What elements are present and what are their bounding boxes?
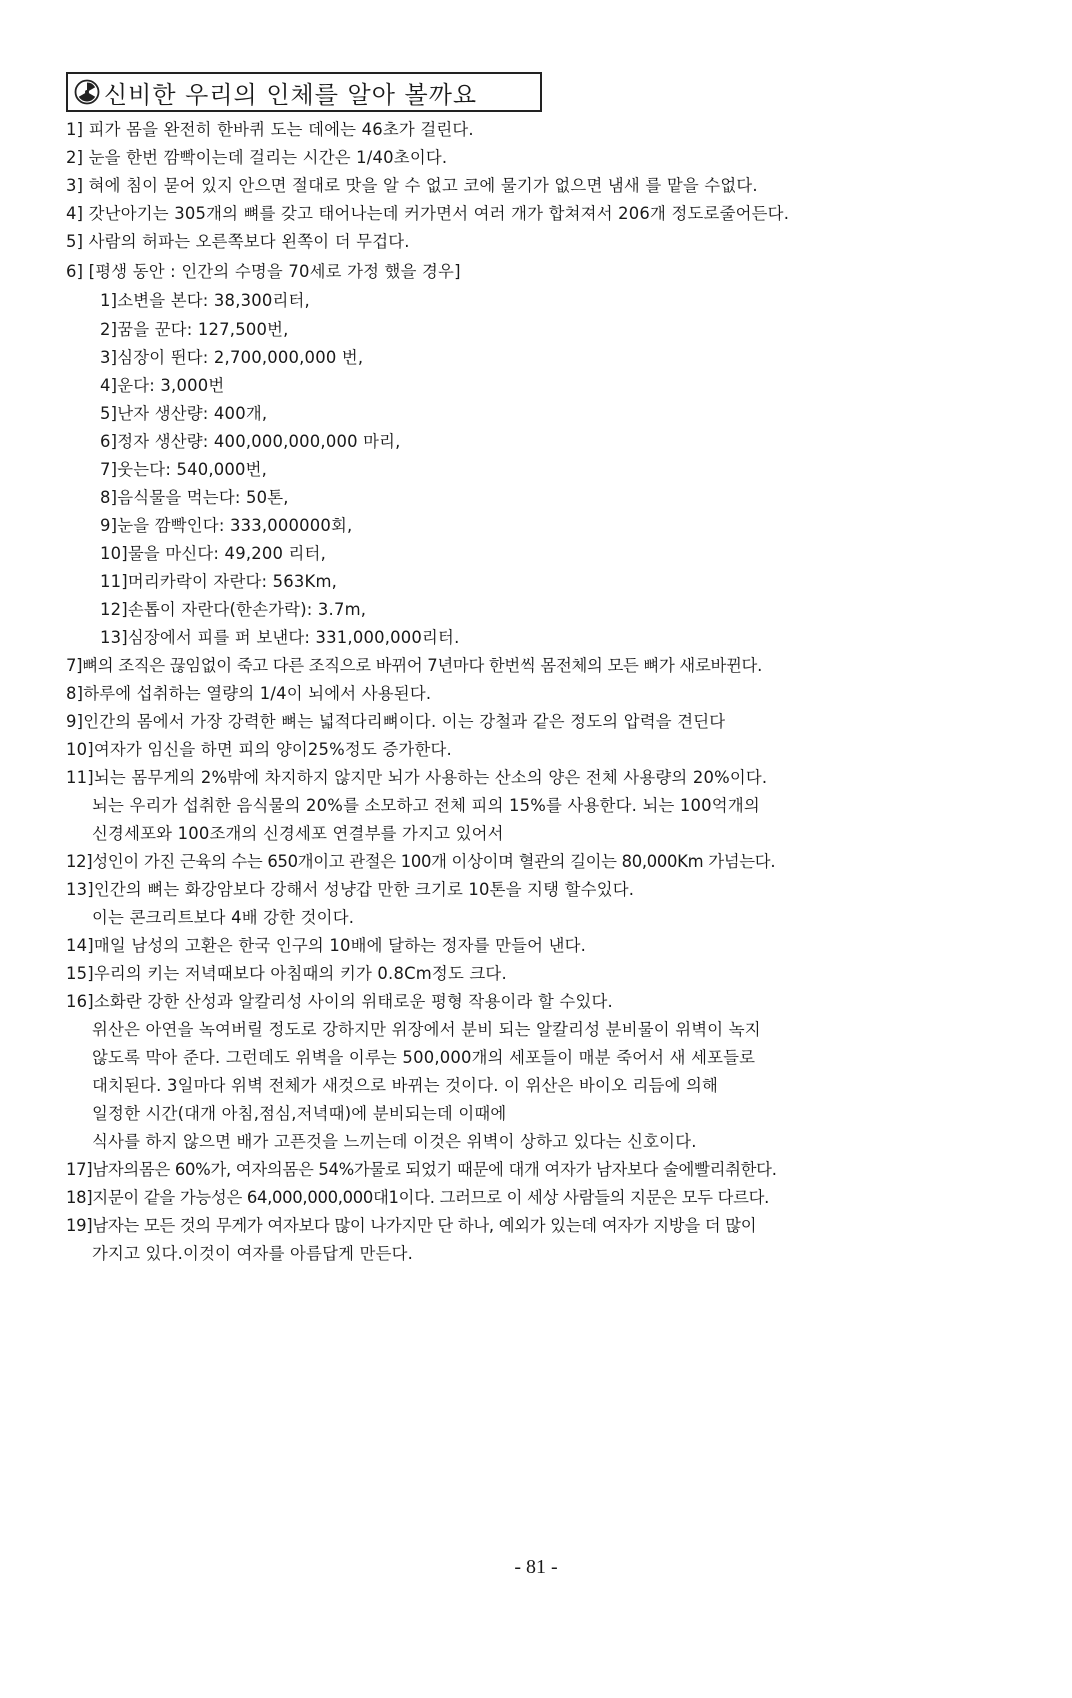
text-line: 11]머리카락이 자란다: 563Km, [100, 572, 338, 591]
text-line: 6]정자 생산량: 400,000,000,000 마리, [100, 432, 401, 451]
text-line: 위산은 아연을 녹여버릴 정도로 강하지만 위장에서 분비 되는 알칼리성 분비물이 위벽이 녹지 [92, 1020, 761, 1039]
text-line: 13]심장에서 피를 퍼 보낸다: 331,000,000리터. [100, 628, 460, 647]
text-line: 1] 피가 몸을 완전히 한바퀴 도는 데에는 46초가 걸린다. [66, 120, 474, 139]
text-line: 가지고 있다.이것이 여자를 아름답게 만든다. [92, 1244, 414, 1263]
text-line: 3] 혀에 침이 묻어 있지 안으면 절대로 맛을 알 수 없고 코에 물기가 없으면 냄새 를 맡을 수없다. [66, 176, 758, 195]
text-line: 10]여자가 임신을 하면 피의 양이25%정도 증가한다. [66, 740, 452, 759]
text-line: 6] [평생 동안 : 인간의 수명을 70세로 가정 했을 경우] [66, 262, 461, 281]
text-line: 이는 콘크리트보다 4배 강한 것이다. [92, 908, 355, 927]
text-line: 대치된다. 3일마다 위벽 전체가 새것으로 바뀌는 것이다. 이 위산은 바이오 리듬에 의해 [92, 1076, 719, 1095]
text-line: 1]소변을 본다: 38,300리터, [100, 291, 310, 310]
text-line: 18]지문이 같을 가능성은 64,000,000,000대1이다. 그러므로 이 세상 사람들의 지문은 모두 다르다. [66, 1188, 770, 1207]
radiation-icon [74, 79, 100, 105]
text-line: 10]물을 마신다: 49,200 리터, [100, 544, 326, 563]
text-line: 12]성인이 가진 근육의 수는 650개이고 관절은 100개 이상이며 혈관의 길이는 80,000Km 가넘는다. [66, 852, 776, 871]
text-line: 9]눈을 깜빡인다: 333,000000회, [100, 516, 353, 535]
text-line: 8]하루에 섭취하는 열량의 1/4이 뇌에서 사용된다. [66, 684, 432, 703]
text-line: 2] 눈을 한번 깜빡이는데 걸리는 시간은 1/40초이다. [66, 148, 448, 167]
text-line: 4] 갓난아기는 305개의 뼈를 갖고 태어나는데 커가면서 여러 개가 합쳐져서 206개 정도로줄어든다. [66, 204, 790, 223]
text-line: 신경세포와 100조개의 신경세포 연결부를 가지고 있어서 [92, 824, 504, 843]
text-line: 12]손톱이 자란다(한손가락): 3.7m, [100, 600, 367, 619]
text-line: 9]인간의 몸에서 가장 강력한 뼈는 넓적다리뼈이다. 이는 강철과 같은 정도의 압력을 견딘다 [66, 712, 726, 731]
text-line: 11]뇌는 몸무게의 2%밖에 차지하지 않지만 뇌가 사용하는 산소의 양은 전체 사용량의 20%이다. [66, 768, 768, 787]
text-line: 식사를 하지 않으면 배가 고픈것을 느끼는데 이것은 위벽이 상하고 있다는 신호이다. [92, 1132, 697, 1151]
text-line: 2]꿈을 꾼다: 127,500번, [100, 320, 289, 339]
text-line: 19]남자는 모든 것의 무게가 여자보다 많이 나가지만 단 하나, 예외가 있는데 여자가 지방을 더 많이 [66, 1216, 757, 1235]
text-line: 7]웃는다: 540,000번, [100, 460, 268, 479]
page-number: - 81 - [514, 1556, 558, 1578]
text-line: 13]인간의 뼈는 화강암보다 강해서 성냥갑 만한 크기로 10톤을 지탱 할수있다. [66, 880, 635, 899]
text-line: 16]소화란 강한 산성과 알칼리성 사이의 위태로운 평형 작용이라 할 수있다. [66, 992, 613, 1011]
text-line: 8]음식물을 먹는다: 50톤, [100, 488, 289, 507]
text-line: 4]운다: 3,000번 [100, 376, 225, 395]
text-line: 5] 사람의 허파는 오른쪽보다 왼쪽이 더 무겁다. [66, 232, 410, 251]
page-title: 신비한 우리의 인체를 알아 볼까요 [104, 80, 478, 109]
text-line: 17]남자의몸은 60%가, 여자의몸은 54%가물로 되었기 때문에 대개 여자가 남자보다 술에빨리취한다. [66, 1160, 777, 1179]
text-line: 일정한 시간(대개 아침,점심,저녁때)에 분비되는데 이때에 [92, 1104, 507, 1123]
text-line: 않도록 막아 준다. 그런데도 위벽을 이루는 500,000개의 세포들이 매분 죽어서 새 세포들로 [92, 1048, 756, 1067]
text-line: 15]우리의 키는 저녁때보다 아침때의 키가 0.8Cm정도 크다. [66, 964, 507, 983]
text-line: 5]난자 생산량: 400개, [100, 404, 268, 423]
text-line: 뇌는 우리가 섭취한 음식물의 20%를 소모하고 전체 피의 15%를 사용한다. 뇌는 100억개의 [92, 796, 760, 815]
text-line: 3]심장이 뛴다: 2,700,000,000 번, [100, 348, 364, 367]
text-line: 14]매일 남성의 고환은 한국 인구의 10배에 달하는 정자를 만들어 낸다. [66, 936, 587, 955]
text-line: 7]뼈의 조직은 끊임없이 죽고 다른 조직으로 바뀌어 7년마다 한번씩 몸전체의 모든 뼈가 새로바뀐다. [66, 656, 762, 675]
page-title-box [66, 72, 542, 112]
